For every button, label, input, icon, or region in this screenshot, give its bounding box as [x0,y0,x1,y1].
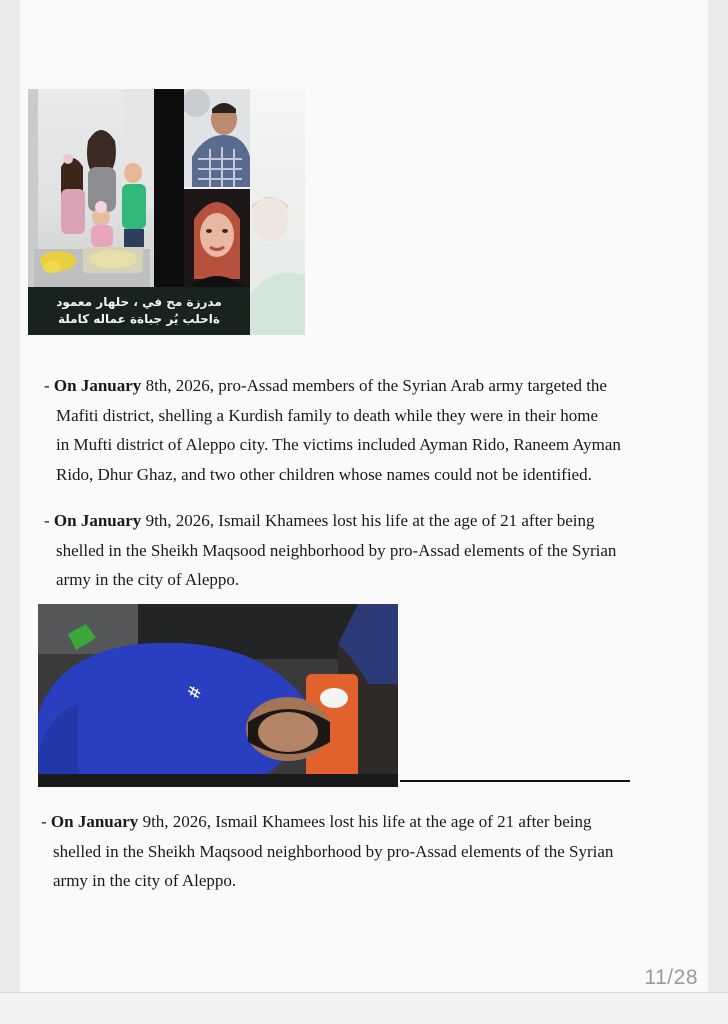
mother-illustration [184,189,250,287]
mother-portrait [184,189,250,287]
svg-text:#: # [183,683,206,701]
family-photo [28,89,154,287]
paragraph-text: 9th, 2026, Ismail Khamees lost his life at the age of 21 after being [142,812,592,831]
paragraph-line: in Mufti district of Aleppo city. The victims included Ayman Rido, Raneem Ayman [56,435,621,454]
caption-line-1: مدرزة مح في ، حلهار معمود [56,295,222,309]
incident-paragraph-2 [44,506,616,595]
incident-paragraph-1 [44,371,621,489]
paragraph-line: - On January 9th, 2026, Ismail Khamees lost his life at the age of 21 after being [44,511,595,530]
caption-line-2: ةاحلب يُر جباةة عماله كاملة [58,312,220,326]
father-portrait [184,89,250,187]
father-illustration [184,89,250,187]
paragraph-lead: On January [53,376,142,395]
collage-caption-banner [28,287,250,335]
victims-photo-collage [28,89,305,335]
incident-paragraph-3 [41,807,613,896]
horizontal-rule [400,780,630,782]
paragraph-line: shelled in the Sheikh Maqsood neighborhood by pro-Assad elements of the Syrian [53,841,614,861]
family-illustration [28,89,154,287]
page-counter: 11/28 [644,966,698,989]
paragraph-line: army in the city of Aleppo. [56,570,240,589]
boy-illustration [250,89,305,335]
boy-portrait [250,89,305,335]
paragraph-text: 9th, 2026, Ismail Khamees lost his life at the age of 21 after being [145,511,595,530]
paragraph-line: Mafiti district, shelling a Kurdish family to death while they were in their home [56,405,598,425]
paragraph-line: - On January 9th, 2026, Ismail Khamees lost his life at the age of 21 after being [41,812,592,831]
paragraph-lead: On January [50,812,139,831]
paragraph-lead: On January [53,511,142,530]
paragraph-text: 8th, 2026, pro-Assad members of the Syrian Arab army targeted the [145,376,607,395]
paragraph-line: - On January 8th, 2026, pro-Assad members of the Syrian Arab army targeted the [44,376,607,395]
viewer-bottom-bar [0,992,728,1024]
paragraph-line: shelled in the Sheikh Maqsood neighborhood by pro-Assad elements of the Syrian [56,540,617,560]
paragraph-line: army in the city of Aleppo. [53,871,237,890]
victim-photo [38,604,398,787]
victim-illustration [38,604,398,787]
paragraph-line: Rido, Dhur Ghaz, and two other children whose names could not be identified. [56,464,592,484]
collage-divider [154,89,184,287]
